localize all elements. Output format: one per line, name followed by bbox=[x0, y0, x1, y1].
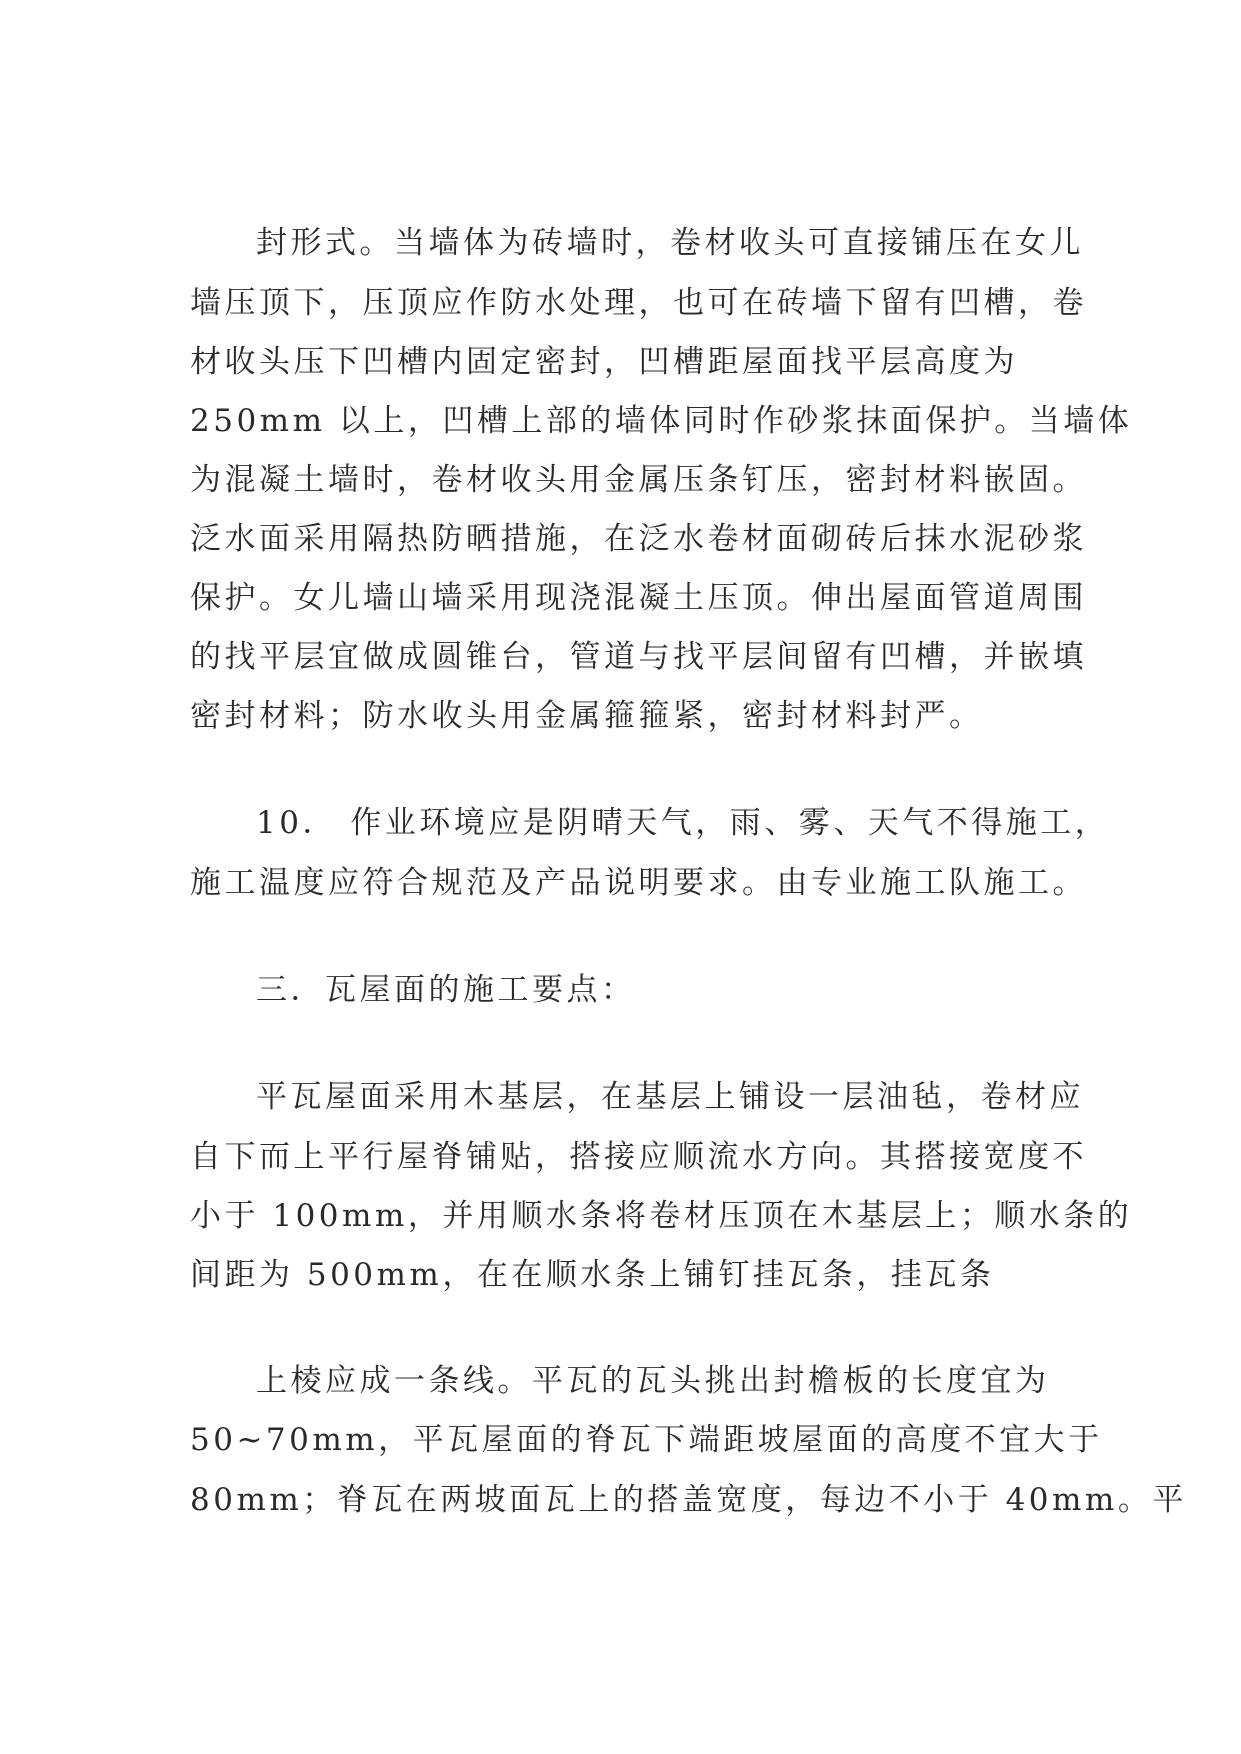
text-line: 泛水面采用隔热防晒措施，在泛水卷材面砌砖后抹水泥砂浆 bbox=[190, 521, 1087, 557]
text-line: 保护。女儿墙山墙采用现浇混凝土压顶。伸出屋面管道周围 bbox=[190, 580, 1087, 616]
text-line: 为混凝土墙时，卷材收头用金属压条钉压，密封材料嵌固。 bbox=[190, 462, 1087, 498]
text-line: 墙压顶下，压顶应作防水处理，也可在砖墙下留有凹槽，卷 bbox=[190, 285, 1087, 321]
text-line: 间距为 500mm，在在顺水条上铺钉挂瓦条，挂瓦条 bbox=[190, 1257, 995, 1293]
text-line: 10． 作业环境应是阴晴天气，雨、雾、天气不得施工， bbox=[256, 805, 1110, 841]
section-heading: 三．瓦屋面的施工要点： bbox=[256, 972, 636, 1008]
text-line: 上棱应成一条线。平瓦的瓦头挑出封檐板的长度宜为 bbox=[256, 1363, 1050, 1399]
text-line: 250mm 以上，凹槽上部的墙体同时作砂浆抹面保护。当墙体 bbox=[190, 403, 1133, 439]
text-line: 封形式。当墙体为砖墙时，卷材收头可直接铺压在女儿 bbox=[256, 225, 1084, 261]
text-line: 自下而上平行屋脊铺贴，搭接应顺流水方向。其搭接宽度不 bbox=[190, 1139, 1087, 1175]
text-line: 50~70mm，平瓦屋面的脊瓦下端距坡屋面的高度不宜大于 bbox=[190, 1422, 1103, 1458]
text-line: 80mm；脊瓦在两坡面瓦上的搭盖宽度，每边不小于 40mm。平 bbox=[190, 1482, 1187, 1518]
text-line: 小于 100mm，并用顺水条将卷材压顶在木基层上；顺水条的 bbox=[190, 1198, 1133, 1234]
text-line: 材收头压下凹槽内固定密封，凹槽距屋面找平层高度为 bbox=[190, 344, 1018, 380]
text-line: 的找平层宜做成圆锥台，管道与找平层间留有凹槽，并嵌填 bbox=[190, 639, 1087, 675]
text-line: 平瓦屋面采用木基层，在基层上铺设一层油毡，卷材应 bbox=[256, 1079, 1084, 1115]
text-line: 密封材料；防水收头用金属箍箍紧，密封材料封严。 bbox=[190, 698, 984, 734]
text-line: 施工温度应符合规范及产品说明要求。由专业施工队施工。 bbox=[190, 865, 1087, 901]
